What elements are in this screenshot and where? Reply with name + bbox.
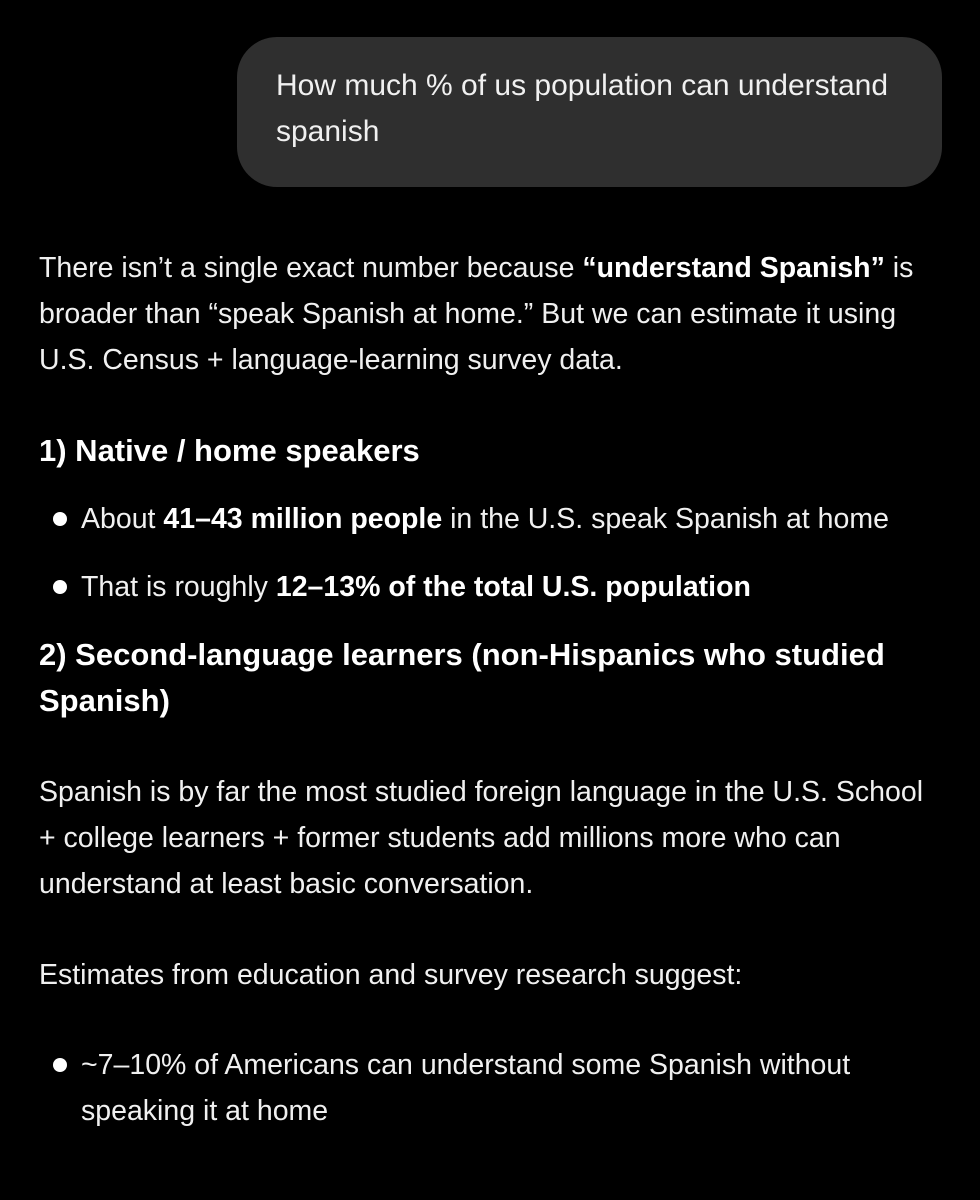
section2-paragraph: Spanish is by far the most studied foreign language in the U.S. School + college learners + former students add millions more who can understand at least basic conversation. — [39, 776, 924, 900]
bullet-text-start: That is roughly — [81, 571, 276, 603]
intro-text-start: There isn’t a single exact number because — [39, 252, 583, 284]
bullet-text: ~7–10% of Americans can understand some Spanish without speaking it at home — [81, 1049, 851, 1127]
section2-bullet-list — [39, 1042, 944, 1134]
user-message-bubble — [237, 37, 942, 187]
list-item — [39, 496, 944, 542]
response-intro — [39, 245, 944, 383]
bullet-text-end: in the U.S. speak Spanish at home — [442, 503, 889, 535]
list-item — [39, 564, 944, 610]
bullet-text-start: About — [81, 503, 164, 535]
bullet-bold-text: 41–43 million people — [163, 503, 443, 535]
bullet-bold-text: 12–13% of the total U.S. population — [275, 571, 751, 603]
section1-bullet-list — [39, 496, 944, 610]
section2-heading: 2) Second-language learners (non-Hispanics who studied Spanish) — [39, 637, 885, 718]
list-item — [39, 1042, 944, 1134]
bullet-dot-icon — [53, 580, 67, 594]
bullet-dot-icon — [53, 512, 67, 526]
assistant-response — [39, 245, 944, 1134]
intro-text-end: is broader than “speak Spanish at home.” But we can estimate it using U.S. Census + language-learning survey data. — [39, 252, 914, 376]
section1-heading: 1) Native / home speakers — [39, 433, 420, 468]
section2-lead-in: Estimates from education and survey research suggest: — [39, 959, 743, 991]
bullet-dot-icon — [53, 1058, 67, 1072]
intro-bold-phrase: “understand Spanish” — [582, 252, 885, 284]
user-message-text: How much % of us population can understand spanish — [276, 69, 889, 148]
